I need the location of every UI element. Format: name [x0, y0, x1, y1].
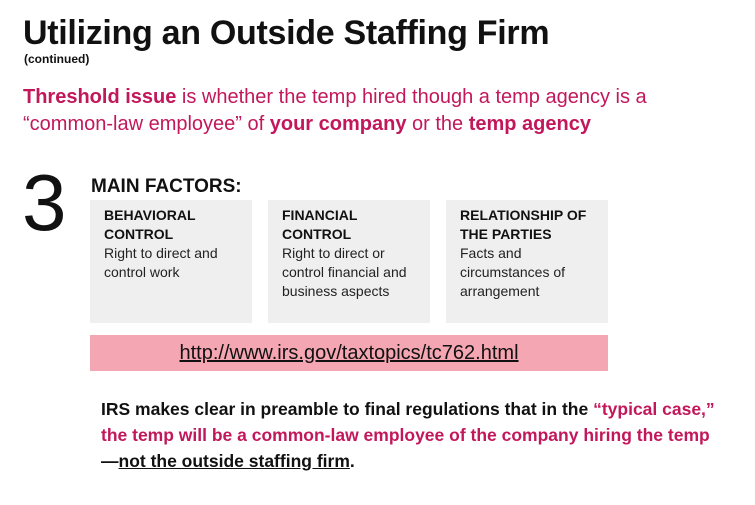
factor-heading: RELATIONSHIP OF THE PARTIES	[460, 207, 587, 242]
threshold-statement	[23, 84, 733, 138]
factor-count: 3	[22, 158, 67, 247]
conclusion-not-staffing-firm: not the outside staffing firm	[118, 451, 350, 471]
threshold-lead: Threshold issue	[23, 86, 177, 108]
conclusion-dash: —	[101, 451, 119, 471]
factor-description: Facts and circumstances of arrangement	[460, 245, 566, 299]
slide-subtitle: (continued)	[24, 52, 90, 66]
factors-heading: MAIN FACTORS:	[91, 176, 242, 197]
conclusion-typical-case: “typical case,” the temp will be a common-law employee of the company hiring the temp	[101, 399, 715, 445]
factor-description: Right to direct or control financial and business aspects	[282, 245, 407, 299]
factor-relationship-of-parties	[446, 200, 608, 323]
threshold-company: your company	[269, 113, 407, 135]
irs-link[interactable]: http://www.irs.gov/taxtopics/tc762.html	[179, 341, 519, 364]
threshold-text-2: or the	[406, 113, 469, 135]
threshold-agency: temp agency	[468, 113, 591, 135]
factor-financial-control	[268, 200, 430, 323]
factor-description: Right to direct and control work	[104, 245, 218, 280]
threshold-text-1: is whether the temp hired though a temp agency is a “common-law employee” of	[23, 86, 647, 135]
irs-link-bar	[90, 335, 608, 371]
slide-title: Utilizing an Outside Staffing Firm	[23, 14, 550, 52]
factor-heading: FINANCIAL CONTROL	[282, 207, 358, 242]
conclusion-intro: IRS makes clear in preamble to final regulations that in the	[101, 399, 594, 419]
conclusion-period: .	[349, 451, 355, 471]
conclusion-statement	[101, 396, 721, 474]
factor-behavioral-control	[90, 200, 252, 323]
factor-heading: BEHAVIORAL CONTROL	[104, 207, 196, 242]
